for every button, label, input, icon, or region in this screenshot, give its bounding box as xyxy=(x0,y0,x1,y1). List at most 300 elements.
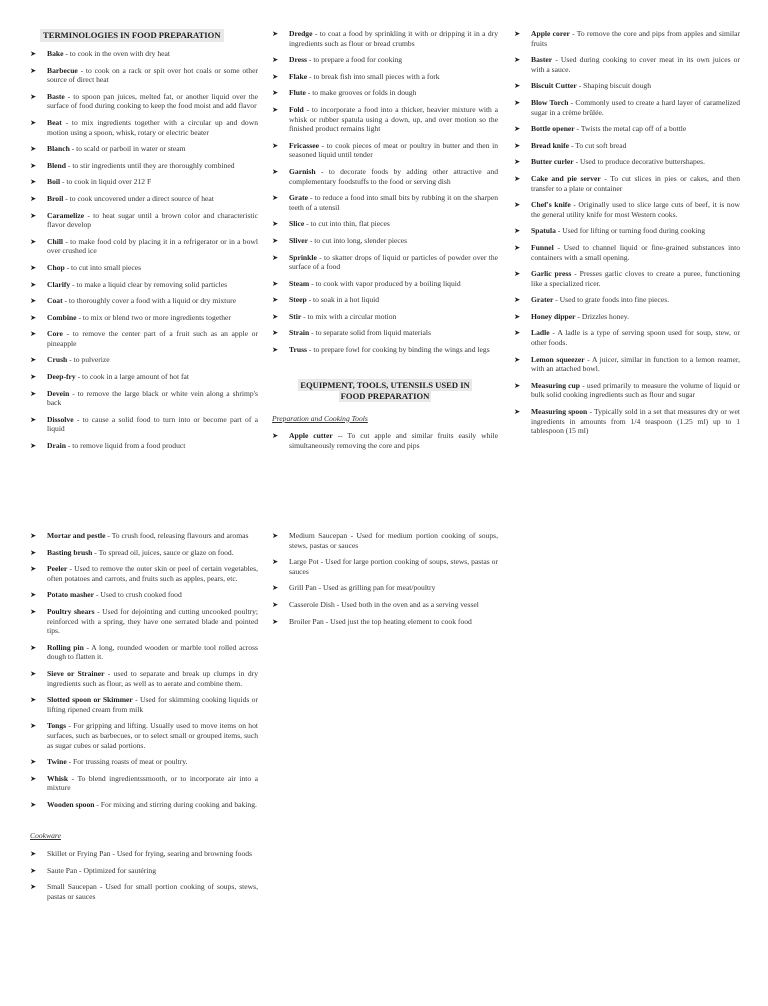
item-definition: -- To cut apple and similar fruits easily while simultaneously removing the core and pips xyxy=(289,431,498,450)
item-definition: - to decorate foods by adding other attractive and complementary foodstuffs to the food or serving dish xyxy=(289,166,498,186)
arrow-bullet-icon: ➤ xyxy=(272,140,279,150)
item-term: Baste xyxy=(47,91,65,101)
list-item xyxy=(30,313,258,323)
arrow-bullet-icon: ➤ xyxy=(30,695,37,705)
item-definition: - to skatter drops of liquid or particles of powder over the surface of a food xyxy=(289,252,498,272)
list-item xyxy=(30,849,258,859)
list-item xyxy=(30,721,258,750)
item-definition: - For mixing and stirring during cooking and baking. xyxy=(94,799,257,809)
arrow-bullet-icon: ➤ xyxy=(514,242,521,252)
arrow-bullet-icon: ➤ xyxy=(30,606,37,616)
item-term: Basting brush xyxy=(47,547,93,557)
arrow-bullet-icon: ➤ xyxy=(272,616,279,626)
item-definition: - to mix ingredients together with a circular up and down motion using a spoon, whisk, rotary or electric beater xyxy=(47,117,258,137)
item-term: Truss xyxy=(289,345,308,355)
list-item xyxy=(272,236,498,246)
list-item xyxy=(514,81,740,91)
item-definition: - to coat a food by sprinkling it with or dripping it in a dry ingredients such as flour or bread crumbs xyxy=(289,29,498,48)
arrow-bullet-icon: ➤ xyxy=(272,531,279,540)
item-definition: - A ladle is a type of serving spoon used for soup, stew, or other foods. xyxy=(531,328,740,348)
item-definition: - to cook with vapor produced by a boiling liquid xyxy=(309,278,461,288)
item-text: Broiler Pan - Used just the top heating element to cook food xyxy=(289,616,472,626)
item-term: Rolling pin xyxy=(47,642,84,652)
item-definition: - to break fish into small pieces with a fork xyxy=(307,71,440,81)
list-item xyxy=(30,49,258,59)
arrow-bullet-icon: ➤ xyxy=(272,583,279,593)
item-definition: - to cook in liquid over 212 F xyxy=(60,177,152,187)
arrow-bullet-icon: ➤ xyxy=(30,210,37,220)
item-term: Biscuit Cutter xyxy=(531,81,577,91)
arrow-bullet-icon: ➤ xyxy=(514,97,521,107)
list-item xyxy=(30,866,258,876)
list-item xyxy=(272,312,498,322)
item-definition: - Used to remove the outer skin or peel of certain vegetables, often potatoes and carrots, and fruits such as apples, pears, etc. xyxy=(47,564,258,583)
item-definition: - Originally used to slice large cuts of beef, it is now the general utility knife for most Western cooks. xyxy=(531,200,740,219)
arrow-bullet-icon: ➤ xyxy=(272,328,279,338)
item-definition: - Used during cooking to cover meat in its own juices or with a sauce. xyxy=(531,55,740,74)
list-item xyxy=(30,372,258,382)
list-item xyxy=(514,29,740,48)
item-term: Flake xyxy=(289,71,308,81)
item-definition: - to remove the center part of a fruit such as an apple or pineapple xyxy=(47,329,258,348)
list-item xyxy=(272,328,498,338)
item-text: Casserole Dish - Used both in the oven and as a serving vessel xyxy=(289,599,479,609)
arrow-bullet-icon: ➤ xyxy=(30,329,37,339)
arrow-bullet-icon: ➤ xyxy=(272,252,279,262)
item-term: Baster xyxy=(531,55,553,65)
arrow-bullet-icon: ➤ xyxy=(514,311,521,321)
arrow-bullet-icon: ➤ xyxy=(30,590,37,600)
item-definition: - To cut slices in pies or cakes, and then transfer to a plate or container xyxy=(531,173,740,193)
item-definition: - To blend ingredientssmooth, or to incorporate air into a mixture xyxy=(47,773,258,793)
arrow-bullet-icon: ➤ xyxy=(30,564,37,574)
item-definition: - to cook in the oven with dry heat xyxy=(63,49,170,58)
list-item xyxy=(272,617,498,627)
item-text: Grill Pan - Used as grilling pan for meat/poultry xyxy=(289,583,436,593)
item-definition: - to thoroughly cover a food with a liquid or dry mixture xyxy=(62,296,236,306)
item-term: Combine xyxy=(47,312,77,322)
item-term: Fricassee xyxy=(289,140,319,150)
list-item xyxy=(272,431,498,450)
arrow-bullet-icon: ➤ xyxy=(514,328,521,338)
item-term: Coat xyxy=(47,296,63,306)
list-item xyxy=(30,161,258,171)
arrow-bullet-icon: ➤ xyxy=(272,166,279,176)
item-term: Grate xyxy=(289,193,308,203)
list-item xyxy=(30,695,258,714)
item-definition: - To cut soft bread xyxy=(569,140,627,150)
item-definition: - to stir ingredients until they are thoroughly combined xyxy=(66,160,235,170)
list-item xyxy=(514,174,740,193)
arrow-bullet-icon: ➤ xyxy=(30,668,37,678)
arrow-bullet-icon: ➤ xyxy=(272,235,279,245)
list-item xyxy=(30,296,258,306)
terminologies-heading: TERMINOLOGIES IN FOOD PREPARATION xyxy=(40,29,224,42)
item-term: Apple corer xyxy=(531,29,570,38)
item-term: Blend xyxy=(47,160,66,170)
item-term: Steam xyxy=(289,278,310,288)
item-term: Garnish xyxy=(289,166,316,176)
item-definition: - Typically sold in a set that measures dry or wet ingredients in amounts from 1/4 teaspoon (1.25 ml) up to 1 tablespoon (15 ml) xyxy=(531,407,740,436)
item-text: Medium Saucepan - Used for medium portion cooking of soups, stews, pastas or sauces xyxy=(289,531,498,550)
list-item xyxy=(30,757,258,767)
item-definition: - Used for lifting or turning food during cooking xyxy=(555,226,706,236)
list-item xyxy=(514,355,740,374)
arrow-bullet-icon: ➤ xyxy=(30,279,37,289)
item-definition: - to remove liquid from a food product xyxy=(65,441,186,451)
item-term: Bottle opener xyxy=(531,124,575,134)
arrow-bullet-icon: ➤ xyxy=(30,441,37,451)
arrow-bullet-icon: ➤ xyxy=(272,193,279,203)
list-item xyxy=(514,157,740,167)
tools-column xyxy=(514,29,740,443)
arrow-bullet-icon: ➤ xyxy=(30,91,37,101)
list-item xyxy=(272,531,498,550)
list-item xyxy=(30,66,258,85)
list-item xyxy=(514,124,740,134)
item-definition: - to incorporate a food into a thicker, heavier mixture with a whisk or rubber spatula using a down, up, and over motion so the finished product remains light xyxy=(289,104,498,134)
item-term: Dress xyxy=(289,55,307,65)
list-item xyxy=(514,269,740,288)
list-item xyxy=(272,55,498,65)
item-definition: - to cut into thin, flat pieces xyxy=(304,219,390,229)
item-definition: - Used for dejointing and cutting uncooked poultry; reinforced with a spring, they have one serrated blade and pointed tips. xyxy=(47,606,258,636)
list-item xyxy=(272,193,498,212)
item-definition: - to remove the large black or white vein along a shrimp's back xyxy=(47,388,258,408)
arrow-bullet-icon: ➤ xyxy=(514,354,521,364)
preparation-tools-subheading: Preparation and Cooking Tools xyxy=(272,413,368,423)
item-term: Slotted spoon or Skimmer xyxy=(47,695,133,705)
arrow-bullet-icon: ➤ xyxy=(30,372,37,382)
list-item xyxy=(514,407,740,436)
item-definition: - To spread oil, juices, sauce or glaze on food. xyxy=(92,547,234,557)
list-item xyxy=(272,167,498,186)
item-definition: - to prepare fowl for cooking by binding the wings and legs xyxy=(307,345,490,355)
list-item xyxy=(272,279,498,289)
item-term: Sprinkle xyxy=(289,252,317,262)
arrow-bullet-icon: ➤ xyxy=(30,388,37,398)
list-item xyxy=(514,295,740,305)
item-term: Stir xyxy=(289,311,302,321)
item-definition: - Commonly used to create a hard layer of caramelized sugar in a crème brûlée. xyxy=(531,97,740,117)
list-item xyxy=(272,29,498,48)
list-item xyxy=(30,590,258,600)
arrow-bullet-icon: ➤ xyxy=(30,49,37,58)
item-definition: - To crush food, releasing flavours and aromas xyxy=(105,531,249,540)
item-definition: - to mix with a circular motion xyxy=(301,311,397,321)
item-definition: - For gripping and lifting. Usually used to move items on hot surfaces, such as barbecues, or to select small or grouped items, such as sugar cubes or salad portions. xyxy=(47,721,258,750)
list-item xyxy=(30,415,258,434)
arrow-bullet-icon: ➤ xyxy=(30,193,37,203)
list-item xyxy=(30,800,258,810)
item-term: Bread knife xyxy=(531,140,570,150)
list-item xyxy=(272,141,498,160)
arrow-bullet-icon: ➤ xyxy=(514,29,521,38)
item-term: Crush xyxy=(47,355,68,365)
item-term: Boil xyxy=(47,177,61,187)
list-item xyxy=(30,263,258,273)
list-item xyxy=(272,219,498,229)
item-definition: - Used to crush cooked food xyxy=(94,590,182,600)
arrow-bullet-icon: ➤ xyxy=(514,173,521,183)
arrow-bullet-icon: ➤ xyxy=(514,295,521,305)
item-term: Caramelize xyxy=(47,210,85,220)
item-definition: - Shaping biscuit dough xyxy=(576,81,652,91)
arrow-bullet-icon: ➤ xyxy=(272,104,279,114)
arrow-bullet-icon: ➤ xyxy=(272,557,279,567)
arrow-bullet-icon: ➤ xyxy=(30,642,37,652)
arrow-bullet-icon: ➤ xyxy=(30,414,37,424)
arrow-bullet-icon: ➤ xyxy=(30,547,37,557)
list-item xyxy=(272,72,498,82)
item-term: Twine xyxy=(47,757,67,767)
item-term: Strain xyxy=(289,328,310,338)
item-definition: - Used to produce decorative buttershapes. xyxy=(573,157,706,167)
item-term: Bake xyxy=(47,49,64,58)
item-term: Drain xyxy=(47,441,66,451)
item-definition: - to reduce a food into small bits by rubbing it on the sharpen teeth of a utensil xyxy=(289,193,498,212)
item-term: Dredge xyxy=(289,29,313,38)
list-item xyxy=(514,243,740,262)
item-term: Blow Torch xyxy=(531,97,569,107)
item-definition: - to cut into long, slender pieces xyxy=(307,235,408,245)
list-item xyxy=(514,55,740,74)
arrow-bullet-icon: ➤ xyxy=(30,355,37,365)
item-definition: - to separate solid from liquid materials xyxy=(309,328,431,338)
item-definition: - to cook uncovered under a direct source of heat xyxy=(63,193,214,203)
item-definition: - to make grooves or folds in dough xyxy=(305,88,417,98)
item-term: Butter curler xyxy=(531,157,574,167)
item-definition: - used primarily to measure the volume of liquid or bulk solid cooking ingredients such as flour and sugar xyxy=(531,380,740,400)
list-item xyxy=(30,389,258,408)
list-item xyxy=(514,328,740,347)
list-item xyxy=(514,226,740,236)
item-term: Tongs xyxy=(47,721,67,731)
item-definition: - to cook pieces of meat or poultry in butter and then in seasoned liquid until tender xyxy=(289,140,498,160)
list-item xyxy=(30,355,258,365)
arrow-bullet-icon: ➤ xyxy=(514,124,521,134)
item-term: Devein xyxy=(47,388,70,398)
tools-column-continued xyxy=(30,531,258,908)
arrow-bullet-icon: ➤ xyxy=(514,55,521,65)
arrow-bullet-icon: ➤ xyxy=(30,160,37,170)
terminologies-column xyxy=(30,29,258,458)
arrow-bullet-icon: ➤ xyxy=(30,799,37,809)
item-text: Small Saucepan - Used for small portion cooking of soups, stews, pastas or sauces xyxy=(47,882,258,901)
item-term: Cake and pie server xyxy=(531,173,601,183)
item-term: Sieve or Strainer xyxy=(47,668,105,678)
item-term: Measuring spoon xyxy=(531,407,588,417)
item-definition: - to soak in a hot liquid xyxy=(306,295,380,305)
arrow-bullet-icon: ➤ xyxy=(272,88,279,98)
arrow-bullet-icon: ➤ xyxy=(272,55,279,65)
equipment-heading: EQUIPMENT, TOOLS, UTENSILS USED IN FOOD PREPARATION xyxy=(300,379,470,401)
item-definition: - to prepare a food for cooking xyxy=(307,55,403,65)
item-term: Slice xyxy=(289,219,305,229)
list-item xyxy=(514,200,740,219)
item-term: Chop xyxy=(47,262,65,272)
item-definition: - Presses garlic cloves to create a puree, functioning like a specialized ricer. xyxy=(531,269,740,288)
arrow-bullet-icon: ➤ xyxy=(30,144,37,154)
item-term: Funnel xyxy=(531,242,554,252)
arrow-bullet-icon: ➤ xyxy=(514,140,521,150)
item-definition: - used to separate and break up clumps in dry ingredients such as flour, as well as to aerate and combine them. xyxy=(47,668,258,688)
item-term: Sliver xyxy=(289,235,308,245)
item-definition: - For trussing roasts of meat or poultry. xyxy=(66,757,188,767)
item-term: Deep-fry xyxy=(47,372,76,382)
list-item xyxy=(30,237,258,256)
item-term: Grater xyxy=(531,295,554,305)
item-text: Saute Pan - Optimized for sautéring xyxy=(47,865,157,875)
arrow-bullet-icon: ➤ xyxy=(272,278,279,288)
list-item xyxy=(272,253,498,272)
item-definition: - to heat sugar until a brown color and characteristic flavor develop xyxy=(47,210,258,230)
item-definition: - To remove the core and pips from apples and similar fruits xyxy=(531,29,740,48)
item-term: Spatula xyxy=(531,226,556,236)
list-item xyxy=(30,280,258,290)
arrow-bullet-icon: ➤ xyxy=(514,200,521,210)
item-definition: - to cook in a large amount of hot fat xyxy=(75,372,190,382)
arrow-bullet-icon: ➤ xyxy=(30,296,37,306)
list-item xyxy=(272,295,498,305)
item-definition: - to scald or parboil in water or steam xyxy=(69,144,186,154)
list-item xyxy=(30,643,258,662)
list-item xyxy=(30,531,258,541)
arrow-bullet-icon: ➤ xyxy=(30,721,37,731)
item-term: Blanch xyxy=(47,144,70,154)
arrow-bullet-icon: ➤ xyxy=(30,531,37,540)
item-term: Mortar and pestle xyxy=(47,531,106,540)
list-item xyxy=(30,211,258,230)
item-term: Core xyxy=(47,329,63,339)
arrow-bullet-icon: ➤ xyxy=(514,380,521,390)
item-term: Garlic press xyxy=(531,269,572,279)
arrow-bullet-icon: ➤ xyxy=(30,312,37,322)
list-item xyxy=(30,882,258,901)
item-definition: - to cause a solid food to turn into or become part of a liquid xyxy=(47,414,258,434)
list-item xyxy=(30,144,258,154)
item-definition: - Drizzles honey. xyxy=(575,311,630,321)
item-term: Barbecue xyxy=(47,65,78,75)
item-text: Large Pot - Used for large portion cooking of soups, stews, pastas or sauces xyxy=(289,557,498,576)
list-item xyxy=(30,177,258,187)
item-definition: - A juicer, similar in function to a lemon reamer, with an attached bowl. xyxy=(531,354,740,374)
arrow-bullet-icon: ➤ xyxy=(272,29,279,38)
list-item xyxy=(30,194,258,204)
list-item xyxy=(30,92,258,111)
item-term: Poultry shears xyxy=(47,606,95,616)
cookware-subheading: Cookware xyxy=(30,831,61,841)
item-term: Chill xyxy=(47,236,64,246)
list-item xyxy=(514,381,740,400)
list-item xyxy=(30,564,258,583)
list-item xyxy=(272,345,498,355)
arrow-bullet-icon: ➤ xyxy=(30,262,37,272)
item-definition: - Twists the metal cap off of a bottle xyxy=(574,124,687,134)
arrow-bullet-icon: ➤ xyxy=(30,177,37,187)
arrow-bullet-icon: ➤ xyxy=(30,236,37,246)
item-term: Beat xyxy=(47,117,62,127)
item-definition: - to cook on a rack or spit over hot coals or some other source of direct heat xyxy=(47,65,258,85)
arrow-bullet-icon: ➤ xyxy=(30,773,37,783)
item-text: Skillet or Frying Pan - Used for frying, searing and browning foods xyxy=(47,849,253,859)
arrow-bullet-icon: ➤ xyxy=(514,81,521,91)
list-item xyxy=(272,600,498,610)
arrow-bullet-icon: ➤ xyxy=(272,345,279,355)
arrow-bullet-icon: ➤ xyxy=(272,311,279,321)
item-term: Peeler xyxy=(47,564,68,574)
arrow-bullet-icon: ➤ xyxy=(272,295,279,305)
item-term: Honey dipper xyxy=(531,311,576,321)
list-item xyxy=(514,141,740,151)
list-item xyxy=(30,669,258,688)
item-definition: - to spoon pan juices, melted fat, or another liquid over the surface of food during cooking to keep the food moist and add flavor xyxy=(47,91,258,111)
list-item xyxy=(30,607,258,636)
arrow-bullet-icon: ➤ xyxy=(514,157,521,167)
list-item xyxy=(514,312,740,322)
item-definition: - A long, rounded wooden or marble tool rolled across dough to flatten it. xyxy=(47,642,258,662)
arrow-bullet-icon: ➤ xyxy=(272,431,279,441)
list-item xyxy=(30,548,258,558)
arrow-bullet-icon: ➤ xyxy=(272,599,279,609)
item-definition: - Used to grate foods into fine pieces. xyxy=(553,295,670,305)
item-term: Clarify xyxy=(47,279,71,289)
item-term: Whisk xyxy=(47,773,69,783)
item-term: Wooden spoon xyxy=(47,799,95,809)
item-term: Potato masher xyxy=(47,590,95,600)
list-item xyxy=(272,105,498,134)
item-term: Dissolve xyxy=(47,414,74,424)
list-item xyxy=(30,774,258,793)
arrow-bullet-icon: ➤ xyxy=(30,117,37,127)
arrow-bullet-icon: ➤ xyxy=(514,269,521,279)
item-definition: - Used to channel liquid or fine-grained substances into containers with a small opening. xyxy=(531,242,740,262)
item-term: Flute xyxy=(289,88,306,98)
arrow-bullet-icon: ➤ xyxy=(30,882,37,892)
item-term: Measuring cup xyxy=(531,380,580,390)
list-item xyxy=(30,441,258,451)
list-item xyxy=(272,88,498,98)
item-definition: - to mix or blend two or more ingredients together xyxy=(76,312,231,322)
item-definition: - to cut into small pieces xyxy=(64,262,142,272)
list-item xyxy=(30,118,258,137)
arrow-bullet-icon: ➤ xyxy=(30,865,37,875)
arrow-bullet-icon: ➤ xyxy=(272,219,279,229)
item-term: Steep xyxy=(289,295,307,305)
item-term: Ladle xyxy=(531,328,550,338)
item-definition: - Used for skimming cooking liquids or lifting ripened cream from milk xyxy=(47,695,258,714)
item-term: Lemon squeezer xyxy=(531,354,585,364)
item-term: Fold xyxy=(289,104,304,114)
cookware-column xyxy=(272,531,498,633)
item-term: Broil xyxy=(47,193,64,203)
item-term: Apple cutter xyxy=(289,431,333,441)
arrow-bullet-icon: ➤ xyxy=(30,849,37,859)
list-item xyxy=(272,583,498,593)
arrow-bullet-icon: ➤ xyxy=(514,226,521,236)
arrow-bullet-icon: ➤ xyxy=(272,71,279,81)
item-definition: - to pulverize xyxy=(67,355,110,365)
item-definition: - to make food cold by placing it in a refrigerator or in a bowl over crushed ice xyxy=(47,236,258,256)
arrow-bullet-icon: ➤ xyxy=(30,757,37,767)
list-item xyxy=(514,98,740,117)
list-item xyxy=(30,329,258,348)
item-definition: - to make a liquid clear by removing solid particles xyxy=(70,279,228,289)
terminologies-column-2 xyxy=(272,29,498,457)
arrow-bullet-icon: ➤ xyxy=(30,65,37,75)
item-term: Chef's knife xyxy=(531,200,571,210)
arrow-bullet-icon: ➤ xyxy=(514,407,521,417)
